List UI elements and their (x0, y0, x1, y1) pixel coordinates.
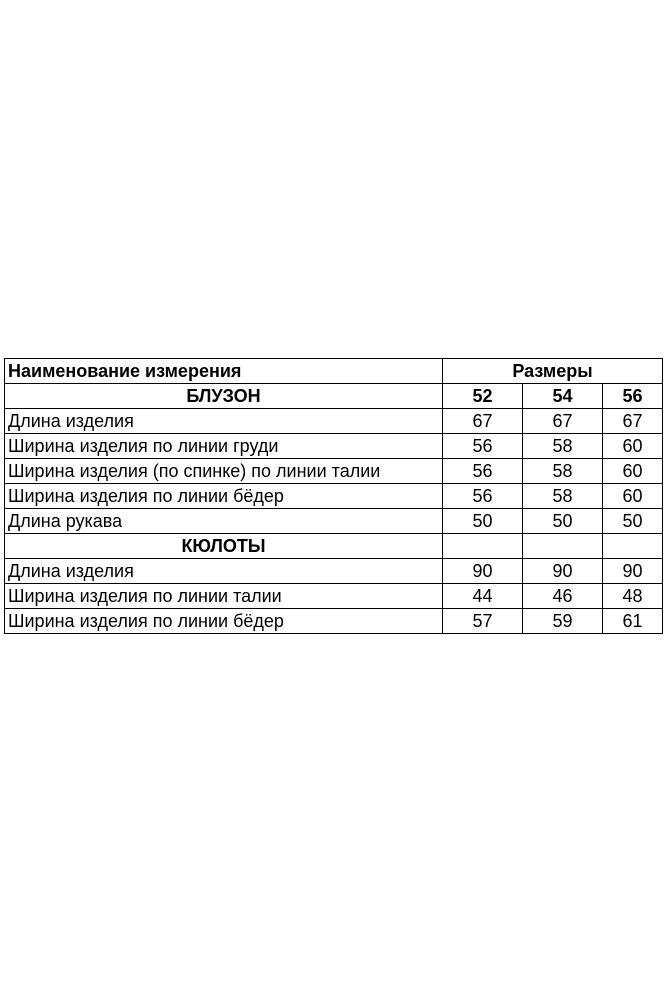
row-value-56: 90 (603, 559, 663, 584)
row-value-52: 50 (443, 509, 523, 534)
row-value-56: 67 (603, 409, 663, 434)
row-label: Ширина изделия по линии бёдер (5, 609, 443, 634)
row-value-54: 46 (523, 584, 603, 609)
section-title-culottes: КЮЛОТЫ (5, 534, 443, 559)
size-56-header: 56 (603, 384, 663, 409)
row-value-56: 60 (603, 459, 663, 484)
row-value-56: 61 (603, 609, 663, 634)
row-label: Длина рукава (5, 509, 443, 534)
row-value-54: 59 (523, 609, 603, 634)
empty-cell (603, 534, 663, 559)
size-52-header: 52 (443, 384, 523, 409)
size-54-header: 54 (523, 384, 603, 409)
table-row (5, 409, 663, 434)
row-value-54: 58 (523, 484, 603, 509)
row-value-54: 50 (523, 509, 603, 534)
row-value-56: 60 (603, 434, 663, 459)
row-value-52: 56 (443, 434, 523, 459)
row-label: Длина изделия (5, 559, 443, 584)
row-value-52: 44 (443, 584, 523, 609)
row-label: Длина изделия (5, 409, 443, 434)
row-value-56: 50 (603, 509, 663, 534)
row-value-52: 56 (443, 484, 523, 509)
header-measurement-name: Наименование измерения (5, 359, 443, 384)
table-row (5, 559, 663, 584)
table-row (5, 584, 663, 609)
empty-cell (443, 534, 523, 559)
row-value-52: 56 (443, 459, 523, 484)
header-sizes: Размеры (443, 359, 663, 384)
row-value-52: 67 (443, 409, 523, 434)
row-label: Ширина изделия по линии груди (5, 434, 443, 459)
row-label: Ширина изделия по линии талии (5, 584, 443, 609)
row-value-54: 67 (523, 409, 603, 434)
table-header-row (5, 359, 663, 384)
table-row (5, 609, 663, 634)
row-value-54: 58 (523, 434, 603, 459)
row-value-56: 60 (603, 484, 663, 509)
row-value-52: 57 (443, 609, 523, 634)
section-row-blouson (5, 384, 663, 409)
table-row (5, 434, 663, 459)
row-value-54: 90 (523, 559, 603, 584)
section-title-blouson: БЛУЗОН (5, 384, 443, 409)
table-row (5, 459, 663, 484)
size-chart-table (4, 358, 663, 634)
row-value-56: 48 (603, 584, 663, 609)
empty-cell (523, 534, 603, 559)
section-row-culottes (5, 534, 663, 559)
table-row (5, 509, 663, 534)
row-value-52: 90 (443, 559, 523, 584)
row-label: Ширина изделия (по спинке) по линии талии (5, 459, 443, 484)
row-value-54: 58 (523, 459, 603, 484)
table-row (5, 484, 663, 509)
row-label: Ширина изделия по линии бёдер (5, 484, 443, 509)
